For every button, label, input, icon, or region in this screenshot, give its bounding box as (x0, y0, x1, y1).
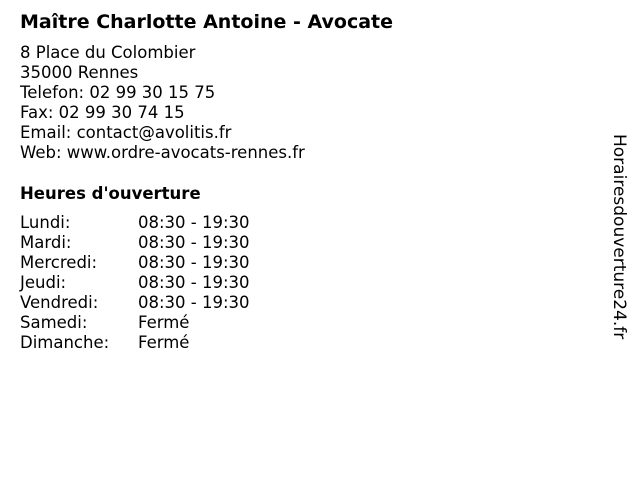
day-label: Mardi: (20, 233, 72, 252)
hours-row-sunday (20, 333, 250, 353)
day-hours: Fermé (138, 313, 190, 332)
phone-number: Telefon: 02 99 30 15 75 (20, 83, 216, 102)
fax-number: Fax: 02 99 30 74 15 (20, 103, 185, 122)
hours-row-friday (20, 293, 250, 313)
contact-block (20, 43, 305, 163)
day-hours: Fermé (138, 333, 190, 352)
day-label: Dimanche: (20, 333, 110, 352)
opening-hours-table (20, 213, 250, 353)
day-label: Vendredi: (20, 293, 99, 312)
street-address: 8 Place du Colombier (20, 43, 196, 62)
day-hours: 08:30 - 19:30 (138, 273, 250, 292)
day-hours: 08:30 - 19:30 (138, 213, 250, 232)
website: Web: www.ordre-avocats-rennes.fr (20, 143, 305, 162)
day-hours: 08:30 - 19:30 (138, 233, 250, 252)
day-label: Lundi: (20, 213, 71, 232)
day-hours: 08:30 - 19:30 (138, 253, 250, 272)
hours-row-thursday (20, 273, 250, 293)
hours-row-monday (20, 213, 250, 233)
site-watermark: Horairesdouverture24.fr (609, 134, 629, 340)
hours-row-tuesday (20, 233, 250, 253)
city-postcode: 35000 Rennes (20, 63, 139, 82)
hours-row-wednesday (20, 253, 250, 273)
hours-row-saturday (20, 313, 250, 333)
opening-hours-heading: Heures d'ouverture (20, 184, 201, 203)
email-address: Email: contact@avolitis.fr (20, 123, 232, 142)
day-label: Mercredi: (20, 253, 98, 272)
business-title: Maître Charlotte Antoine - Avocate (20, 11, 394, 33)
day-hours: 08:30 - 19:30 (138, 293, 250, 312)
day-label: Samedi: (20, 313, 88, 332)
day-label: Jeudi: (20, 273, 67, 292)
